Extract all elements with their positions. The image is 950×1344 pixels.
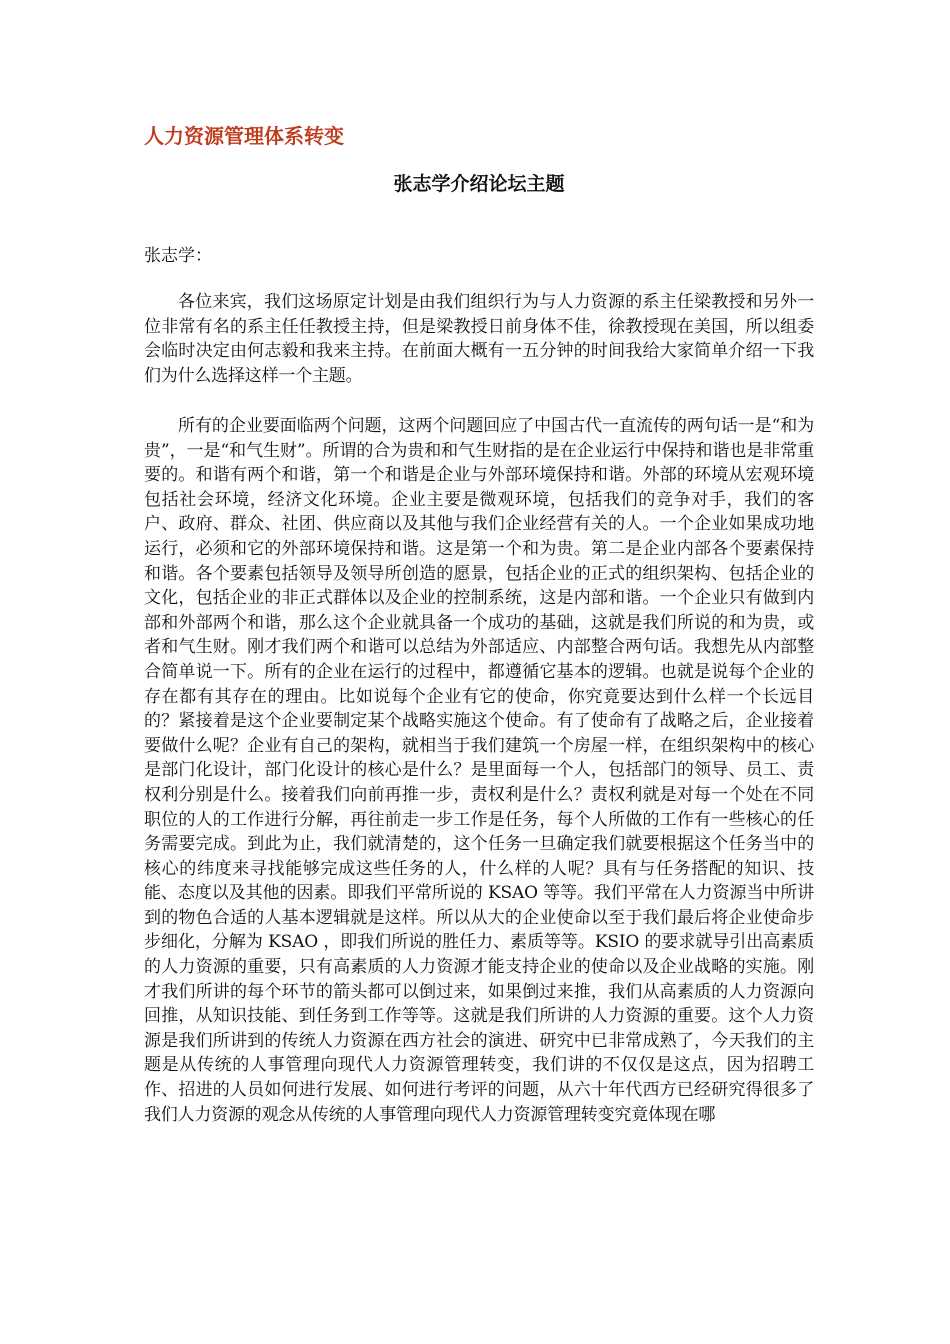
paragraph-intro: 各位来宾，我们这场原定计划是由我们组织行为与人力资源的系主任梁教授和另外一位非常有名的系主任任教授主持，但是梁教授日前身体不佳，徐教授现在美国，所以组委会临时决定由何志毅和我来主持。在前面大概有一五分钟的时间我给大家简单介绍一下我们为什么选择这样一个主题。 xyxy=(144,292,814,386)
page-title: 张志学介绍论坛主题 xyxy=(393,173,565,195)
section-title: 人力资源管理体系转变 xyxy=(144,124,344,148)
paragraph-body: 所有的企业要面临两个问题，这两个问题回应了中国古代一直流传的两句话一是“和为贵”，一是“和气生财”。所谓的合为贵和和气生财指的是在企业运行中保持和谐也是非常重要的。和谐有两个和谐，第一个和谐是企业与外部环境保持和谐。外部的环境从宏观环境包括社会环境，经济文化环境。企业主要是微观环境，包括我们的竞争对手，我们的客户、政府、群众、社团、供应商以及其他与我们企业经营有关的人。一个企业如果成功地运行，必须和它的外部环境保持和谐。这是第一个和为贵。第二是企业内部各个要素保持和谐。各个要素包括领导及领导所创造的愿景，包括企业的正式的组织架构、包括企业的文化，包括企业的非正式群体以及企业的控制系统，这是内部和谐。一个企业只有做到内部和外部两个和谐，那么这个企业就具备一个成功的基础，这就是我们所说的和为贵，或者和气生财。刚才我们两个和谐可以总结为外部适应、内部整合两句话。我想先从内部整合简单说一下。所有的企业在运行的过程中，都遵循它基本的逻辑。也就是说每个企业的存在都有其存在的理由。比如说每个企业有它的使命，你究竟要达到什么样一个长远目的？紧接着是这个企业要制定某个战略实施这个使命。有了使命有了战略之后，企业接着要做什么呢？企业有自己的架构，就相当于我们建筑一个房屋一样，在组织架构中的核心是部门化设计，部门化设计的核心是什么？是里面每一个人，包括部门的领导、员工、责权利分别是什么。接着我们向前再推一步，责权利是什么？责权利就是对每一个处在不同职位的人的工作进行分解，再往前走一步工作是任务，每个人所做的工作有一些核心的任务需要完成。到此为止，我们就清楚的，这个任务一旦确定我们就要根据这个任务当中的核心的纬度来寻找能够完成这些任务的人，什么样的人呢？具有与任务搭配的知识、技能、态度以及其他的因素。即我们平常所说的 KSAO 等等。我们平常在人力资源当中所讲到的物色合适的人基本逻辑就是这样。所以从大的企业使命以至于我们最后将企业使命步步细化，分解为 KSAO ，即我们所说的胜任力、素质等等。KSIO 的要求就导引出高素质的人力资源的重要，只有高素质的人力资源才能支持企业的使命以及企业战略的实施。刚才我们所讲的每个环节的箭头都可以倒过来，如果倒过来推，我们从高素质的人力资源向回推，从知识技能、到任务到工作等等。这就是我们所讲的人力资源的重要。这个人力资源是我们所讲到的传统人力资源在西方社会的演进、研究中已非常成熟了，今天我们的主题是从传统的人事管理向现代人力资源管理转变，我们讲的不仅仅是这点，因为招聘工作、招进的人员如何进行发展、如何进行考评的问题，从六十年代西方已经研究得很多了我们人力资源的观念从传统的人事管理向现代人力资源管理转变究竟体现在哪 xyxy=(144,416,814,1125)
speaker-label: 张志学： xyxy=(144,246,212,266)
